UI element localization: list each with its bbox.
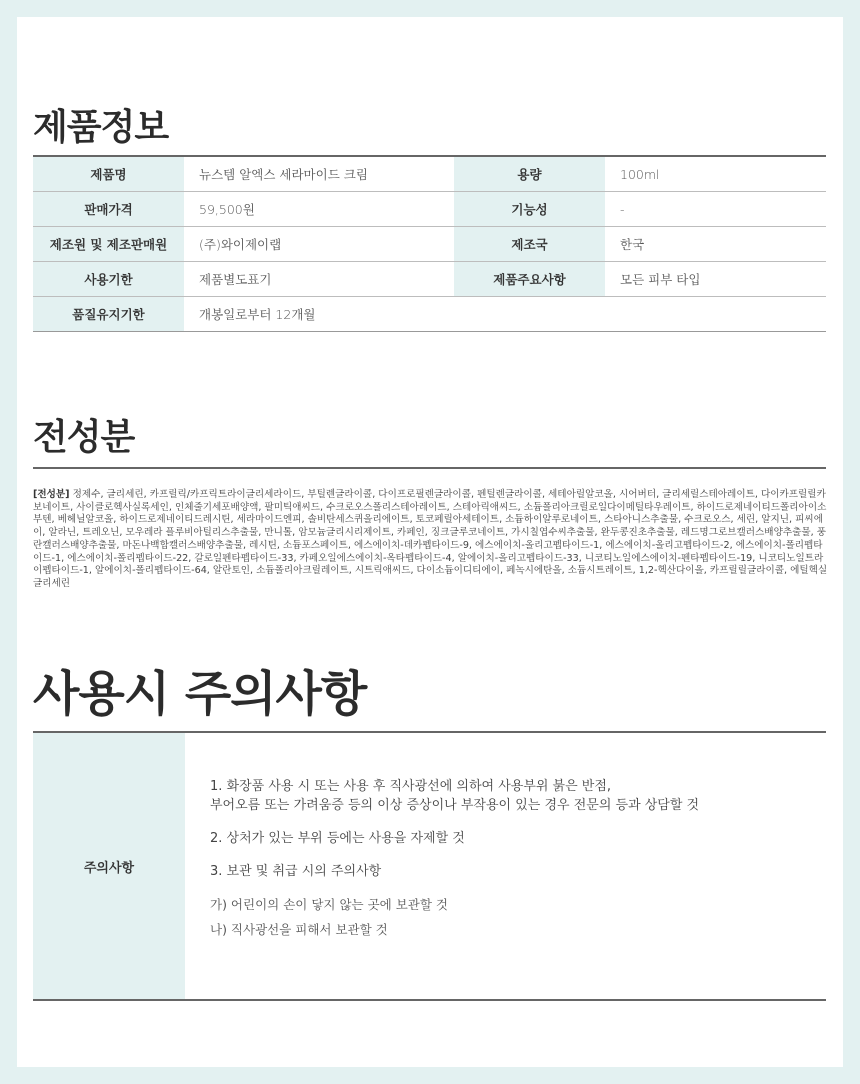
value-price: 59,500원 — [184, 192, 454, 227]
value-functionality: - — [605, 192, 826, 227]
caution-sub-a: 가) 어린이의 손이 닿지 않는 곳에 보관할 것 — [210, 897, 448, 912]
table-row — [33, 156, 826, 192]
table-row — [33, 227, 826, 262]
label-country: 제조국 — [454, 227, 605, 262]
caution-item-3: 3. 보관 및 취급 시의 주의사항 — [210, 864, 382, 879]
caution-item-1-line-1: 1. 화장품 사용 시 또는 사용 후 직사광선에 의하여 사용부위 붉은 반점, — [210, 779, 612, 794]
product-info-title: 제품정보 — [33, 107, 169, 148]
table-row — [33, 297, 826, 332]
table-row — [33, 192, 826, 227]
label-manufacturer: 제조원 및 제조판매원 — [33, 227, 184, 262]
caution-body — [185, 733, 826, 999]
label-product-name: 제품명 — [33, 156, 184, 192]
value-country: 한국 — [605, 227, 826, 262]
caution-box — [33, 731, 826, 1001]
label-functionality: 기능성 — [454, 192, 605, 227]
caution-title: 사용시 주의사항 — [33, 666, 367, 722]
label-volume: 용량 — [454, 156, 605, 192]
value-volume: 100ml — [605, 156, 826, 192]
value-expiry: 제품별도표기 — [184, 262, 454, 297]
empty-cell — [454, 297, 605, 332]
label-expiry: 사용기한 — [33, 262, 184, 297]
product-info-table — [33, 155, 826, 332]
ingredients-title: 전성분 — [33, 417, 135, 458]
caution-item-1-line-2: 부어오름 또는 가려움증 등의 이상 증상이나 부작용이 있는 경우 전문의 등과 상담할 것 — [210, 798, 700, 813]
value-key-notes: 모든 피부 타입 — [605, 262, 826, 297]
ingredients-list — [33, 489, 828, 591]
ingredients-text: 정제수, 글리세린, 카프릴릭/카프릭트라이글리세라이드, 부틸렌글라이콜, 다이프로필렌글라이콜, 펜틸렌글라이콜, 세테아릴알코올, 시어버터, 글리세릴스테아레이트, 다이카프릴릴카보네이트, 사이클로헥사실록세인, 인체줄기세포배양액, 팔미틱애씨드, 수크로오스폴리스테아레이트, 스테아릭애씨드, 소듐폴리아크릴로일다이메틸타우레이트, 하이드로제네이티드폴리아이소부텐, 베헤닐알코올, 하이드로제네이티드레시틴, 세라마이드엔피, 솔비탄세스퀴올리에이트, 토코페릴아세테이트, 소듐하이알루로네이트, 스타아니스추출물, 수크로오스, 세린, 알지닌, 피씨에이, 알라닌, 트레오닌, 모우레라 플루비아틸리스추출물, 만니톨, 암모늄글리시리제이트, 카페인, 징크글루코네이트, 가시칠엽수씨추출물, 완두콩진초추출물, 레드명그로브캘러스배양추출물, 풍란캘러스배양추출물, 마돈나백합캘러스배양추출물, 레시틴, 소듐포스페이트, 에스에이치-데카펩타이드-9, 에스에이치-올리고펩타이드-1, 에스에이치-올리고펩타이드-2, 에스에이치-폴리펩타이드-1, 에스에이치-폴리펩타이드-22, 갈로일펜타펩타이드-33, 카페오일에스에이치-옥타펩타이드-4, 알에이치-올리고펩타이드-33, 니코티노일에스에이치-펜타펩타이드-19, 니코티노일트라이펩타이드-1, 알에이치-폴리펩타이드-64, 알란토인, 소듐폴리아크릴레이트, 시트릭애씨드, 다이소듐이디티에이, 페녹시에탄올, 소듐시트레이트, 1,2-헥산다이올, 카프릴릴글라이콜, 에틸헥실글리세린 — [33, 489, 828, 589]
table-row — [33, 262, 826, 297]
divider — [33, 467, 826, 469]
product-detail-page — [17, 17, 843, 1067]
label-shelf-life: 품질유지기한 — [33, 297, 184, 332]
ingredients-label: [전성분] — [33, 489, 70, 500]
caution-sub-b: 나) 직사광선을 피해서 보관할 것 — [210, 922, 388, 937]
label-price: 판매가격 — [33, 192, 184, 227]
value-shelf-life: 개봉일로부터 12개월 — [199, 307, 316, 322]
caution-item-2: 2. 상처가 있는 부위 등에는 사용을 자제할 것 — [210, 831, 465, 846]
value-product-name: 뉴스템 알엑스 세라마이드 크림 — [184, 156, 454, 192]
value-manufacturer: (주)와이제이랩 — [184, 227, 454, 262]
label-key-notes: 제품주요사항 — [454, 262, 605, 297]
caution-label: 주의사항 — [33, 733, 185, 999]
empty-cell — [605, 297, 826, 332]
